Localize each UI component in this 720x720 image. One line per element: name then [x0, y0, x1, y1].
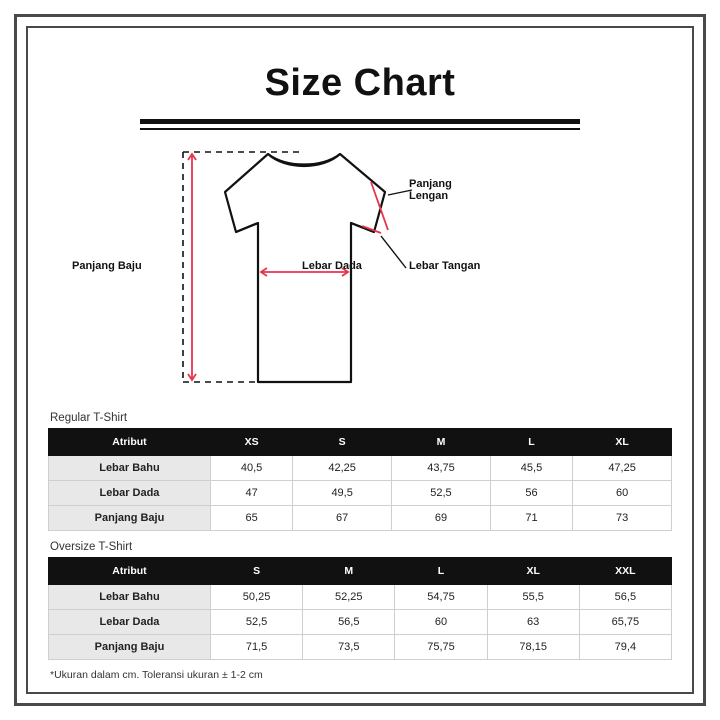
cell-value: 73: [573, 506, 672, 531]
table-row: [49, 481, 672, 506]
page-title: Size Chart: [264, 62, 456, 104]
header-atribut: Atribut: [49, 558, 211, 585]
table-row: [49, 635, 672, 660]
tshirt-diagram: [40, 140, 680, 408]
label-panjang-lengan-line2: Lengan: [409, 190, 449, 202]
cell-value: 67: [293, 506, 392, 531]
regular-table-caption: Regular T-Shirt: [50, 412, 128, 424]
oversize-table-caption: Oversize T-Shirt: [50, 541, 133, 553]
cell-value: 56: [490, 481, 572, 506]
title-underline: [140, 119, 580, 130]
cell-attribute: Lebar Bahu: [49, 456, 211, 481]
table-row: [49, 456, 672, 481]
header-s: S: [293, 429, 392, 456]
cell-attribute: Lebar Dada: [49, 481, 211, 506]
cell-value: 71,5: [210, 635, 302, 660]
cell-value: 42,25: [293, 456, 392, 481]
cell-value: 78,15: [487, 635, 579, 660]
tshirt-illustration: [40, 140, 680, 408]
table-row: [49, 585, 672, 610]
cell-value: 56,5: [303, 610, 395, 635]
cell-attribute: Lebar Dada: [49, 610, 211, 635]
label-panjang-lengan: [409, 178, 452, 202]
table-header-row: [49, 558, 672, 585]
cell-value: 40,5: [210, 456, 292, 481]
lebar-tangan-leader: [381, 236, 406, 268]
cell-value: 63: [487, 610, 579, 635]
cell-value: 65: [210, 506, 292, 531]
cell-value: 60: [395, 610, 487, 635]
measurement-note: *Ukuran dalam cm. Toleransi ukuran ± 1-2 cm: [50, 669, 263, 681]
header-atribut: Atribut: [49, 429, 211, 456]
oversize-size-table: [48, 557, 672, 660]
title-rule-thin: [140, 128, 580, 130]
label-lebar-dada: Lebar Dada: [302, 260, 362, 272]
regular-size-table: [48, 428, 672, 531]
cell-value: 75,75: [395, 635, 487, 660]
table-row: [49, 610, 672, 635]
header-xxl: XXL: [579, 558, 671, 585]
header-l: L: [395, 558, 487, 585]
label-panjang-lengan-line1: Panjang: [409, 178, 452, 190]
cell-value: 56,5: [579, 585, 671, 610]
size-tables: [40, 412, 680, 681]
header-xl: XL: [573, 429, 672, 456]
cell-value: 52,5: [392, 481, 491, 506]
cell-value: 79,4: [579, 635, 671, 660]
cell-value: 60: [573, 481, 672, 506]
table-row: [49, 506, 672, 531]
title-rule-thick: [140, 119, 580, 124]
page-content: [40, 40, 680, 680]
cell-value: 45,5: [490, 456, 572, 481]
header-m: M: [392, 429, 491, 456]
table-header-row: [49, 429, 672, 456]
cell-value: 52,5: [210, 610, 302, 635]
cell-value: 69: [392, 506, 491, 531]
label-panjang-baju: Panjang Baju: [72, 260, 142, 272]
header-xs: XS: [210, 429, 292, 456]
cell-value: 65,75: [579, 610, 671, 635]
header-l: L: [490, 429, 572, 456]
cell-value: 73,5: [303, 635, 395, 660]
cell-value: 47,25: [573, 456, 672, 481]
cell-value: 55,5: [487, 585, 579, 610]
cell-attribute: Lebar Bahu: [49, 585, 211, 610]
cell-value: 49,5: [293, 481, 392, 506]
cell-value: 71: [490, 506, 572, 531]
cell-value: 52,25: [303, 585, 395, 610]
header-s: S: [210, 558, 302, 585]
cell-value: 43,75: [392, 456, 491, 481]
cell-value: 50,25: [210, 585, 302, 610]
cell-attribute: Panjang Baju: [49, 635, 211, 660]
label-lebar-tangan: Lebar Tangan: [409, 260, 481, 272]
cell-value: 54,75: [395, 585, 487, 610]
cell-value: 47: [210, 481, 292, 506]
header-xl: XL: [487, 558, 579, 585]
header-m: M: [303, 558, 395, 585]
cell-attribute: Panjang Baju: [49, 506, 211, 531]
